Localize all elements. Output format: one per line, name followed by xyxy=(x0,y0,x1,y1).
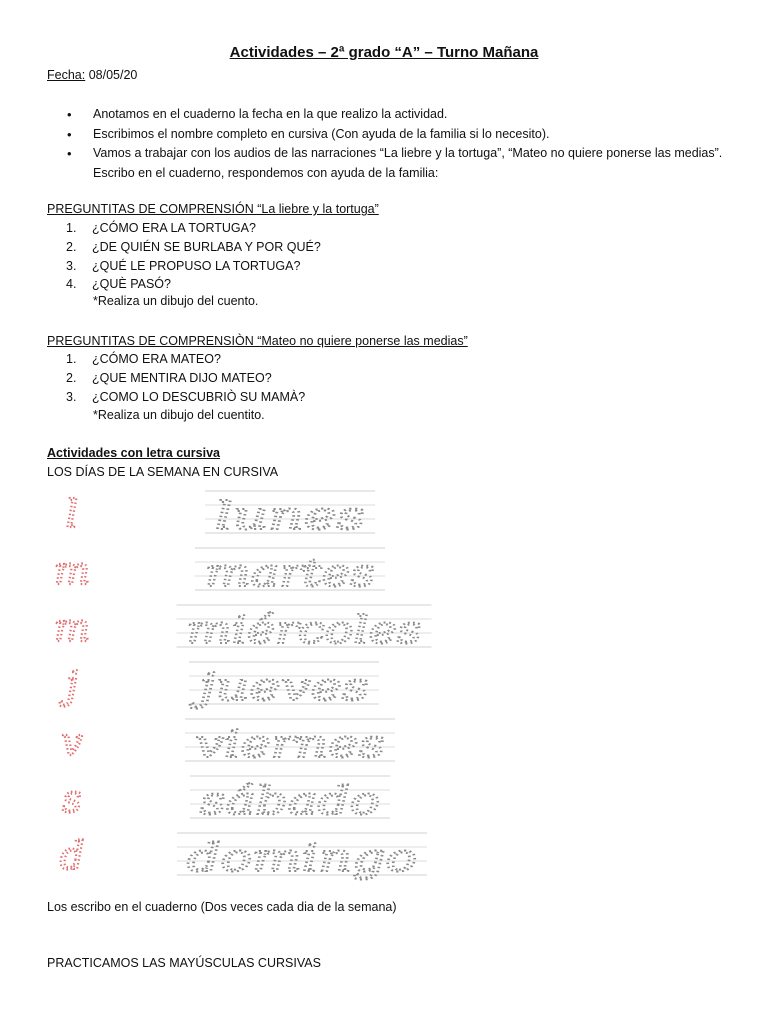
section1-note: *Realiza un dibujo del cuento. xyxy=(93,294,259,308)
capitals-practice-heading: PRACTICAMOS LAS MAYÚSCULAS CURSIVAS xyxy=(47,956,321,970)
date-label: Fecha: xyxy=(47,68,86,82)
date-value: 08/05/20 xyxy=(88,68,138,82)
tracing-word: miércoles xyxy=(186,608,422,652)
tracing-word: jueves xyxy=(189,665,369,709)
writing-instruction: Los escribo en el cuaderno (Dos veces cada dia de la semana) xyxy=(47,900,397,914)
tracing-letter: l xyxy=(65,492,79,536)
tracing-letter: j xyxy=(66,663,78,707)
instruction-item: • Vamos a trabajar con los audios de las narraciones “La liebre y la tortuga”, “Mateo no quiere ponerse las medias”. Escribo en el cuaderno, respondemos con ayuda de la familia: xyxy=(67,144,727,183)
question-number: 2. xyxy=(66,370,77,385)
question-text: ¿COMO LO DESCUBRIÒ SU MAMÀ? xyxy=(92,389,306,404)
cursive-activities-title: Actividades con letra cursiva xyxy=(47,446,220,460)
question-number: 3. xyxy=(66,258,77,273)
question-number: 3. xyxy=(66,389,77,404)
tracing-word: lunes xyxy=(215,494,365,538)
question-item xyxy=(66,257,666,276)
tracing-letter: m xyxy=(53,606,91,650)
question-item xyxy=(66,219,666,238)
question-number: 1. xyxy=(66,352,77,366)
question-text: ¿QUE MENTIRA DIJO MATEO? xyxy=(92,370,272,385)
question-text: ¿CÓMO ERA MATEO? xyxy=(92,352,221,366)
tracing-letter: d xyxy=(59,834,85,878)
tracing-word: viernes xyxy=(195,722,385,766)
tracing-letter: m xyxy=(53,549,91,593)
tracing-word: domingo xyxy=(187,836,417,880)
question-text: ¿CÓMO ERA LA TORTUGA? xyxy=(92,221,256,235)
question-item xyxy=(66,238,666,257)
cursive-days-subtitle: LOS DÍAS DE LA SEMANA EN CURSIVA xyxy=(47,465,279,479)
question-text: ¿QUÈ PASÓ? xyxy=(92,277,171,292)
question-text: ¿QUÉ LE PROPUSO LA TORTUGA? xyxy=(92,258,301,273)
question-item xyxy=(66,275,666,294)
section1-questions xyxy=(66,219,666,294)
tracing-word: sábado xyxy=(200,779,380,823)
tracing-letter: s xyxy=(62,777,82,821)
question-number: 4. xyxy=(66,277,77,292)
question-item xyxy=(66,350,666,369)
cursive-days-worksheet xyxy=(50,485,450,890)
question-item xyxy=(66,369,666,388)
question-item xyxy=(66,388,666,407)
section2-note: *Realiza un dibujo del cuentito. xyxy=(93,408,265,422)
instruction-list xyxy=(67,105,727,183)
instruction-item: • Anotamos en el cuaderno la fecha en la que realizo la actividad. xyxy=(67,105,727,125)
question-text: ¿DE QUIÉN SE BURLABA Y POR QUÉ? xyxy=(92,239,321,254)
section2-heading: PREGUNTITAS DE COMPRENSIÒN “Mateo no quiere ponerse las medias” xyxy=(47,334,468,348)
page-title: Actividades – 2ª grado “A” – Turno Mañana xyxy=(229,44,539,61)
section1-heading: PREGUNTITAS DE COMPRENSIÓN “La liebre y la tortuga” xyxy=(47,202,379,216)
date-line xyxy=(47,68,137,82)
section2-questions xyxy=(66,350,666,406)
tracing-letter: v xyxy=(61,720,83,764)
tracing-word: martes xyxy=(205,551,375,595)
instruction-item: • Escribimos el nombre completo en cursiva (Con ayuda de la familia si lo necesito). xyxy=(67,125,727,145)
question-number: 1. xyxy=(66,221,77,235)
question-number: 2. xyxy=(66,239,77,254)
